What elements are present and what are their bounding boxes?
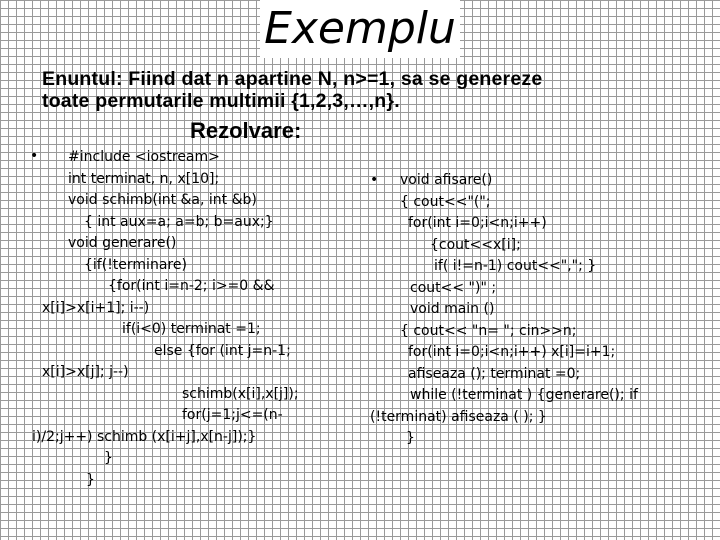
code-line: schimb(x[i],x[j]); <box>182 385 299 402</box>
code-line: while (!terminat ) {generare(); if <box>410 387 638 403</box>
problem-line-2: toate permutarile multimii {1,2,3,…,n}. <box>42 90 400 112</box>
code-line: { cout<< "n= "; cin>>n; <box>400 322 577 339</box>
code-line: } <box>406 430 415 446</box>
code-line: (!terminat) afiseaza ( ); } <box>370 408 547 425</box>
slide-title: Exemplu <box>260 0 460 58</box>
problem-line-1: Enuntul: Fiind dat n apartine N, n>=1, sa se genereze <box>42 68 543 90</box>
code-line: for(int i=0;i<n;i++) <box>408 215 547 231</box>
code-line: {cout<<x[i]; <box>430 236 521 253</box>
code-line: afiseaza (); terminat =0; <box>408 365 581 382</box>
code-line: void schimb(int &a, int &b) <box>68 192 257 208</box>
code-line: int terminat, n, x[10]; <box>68 170 220 187</box>
code-line: i)/2;j++) schimb (x[i+j],x[n-j]);} <box>32 428 257 445</box>
code-line: } <box>86 471 95 488</box>
code-line: if(i<0) terminat =1; <box>122 321 261 337</box>
code-line: { int aux=a; a=b; b=aux;} <box>84 213 274 230</box>
code-line: {for(int i=n-2; i>=0 && <box>108 278 275 294</box>
code-line: { cout<<"("; <box>400 193 491 210</box>
problem-statement <box>42 68 702 112</box>
code-line: void afisare() <box>400 172 493 188</box>
code-line: void generare() <box>68 235 177 251</box>
solution-heading: Rezolvare: <box>190 118 302 143</box>
right-bullet: • <box>370 172 379 188</box>
code-line: for(int i=0;i<n;i++) x[i]=i+1; <box>408 344 616 360</box>
code-line: void main () <box>410 301 495 317</box>
right-code-block <box>370 170 638 450</box>
code-line: #include <iostream> <box>68 149 220 165</box>
code-line: x[i]>x[j]; j--) <box>42 364 129 380</box>
left-bullet: • <box>30 148 39 164</box>
code-line: if( i!=n-1) cout<<","; } <box>434 258 597 274</box>
code-line: {if(!terminare) <box>84 256 187 273</box>
left-code-block <box>32 147 299 491</box>
slide-title-box <box>0 0 720 58</box>
code-line: cout<< ")" ; <box>410 279 497 296</box>
code-line: } <box>104 450 113 466</box>
code-line: for(j=1;j<=(n- <box>182 407 283 423</box>
code-line: x[i]>x[i+1]; i--) <box>42 299 150 316</box>
code-line: else {for (int j=n-1; <box>154 342 291 359</box>
